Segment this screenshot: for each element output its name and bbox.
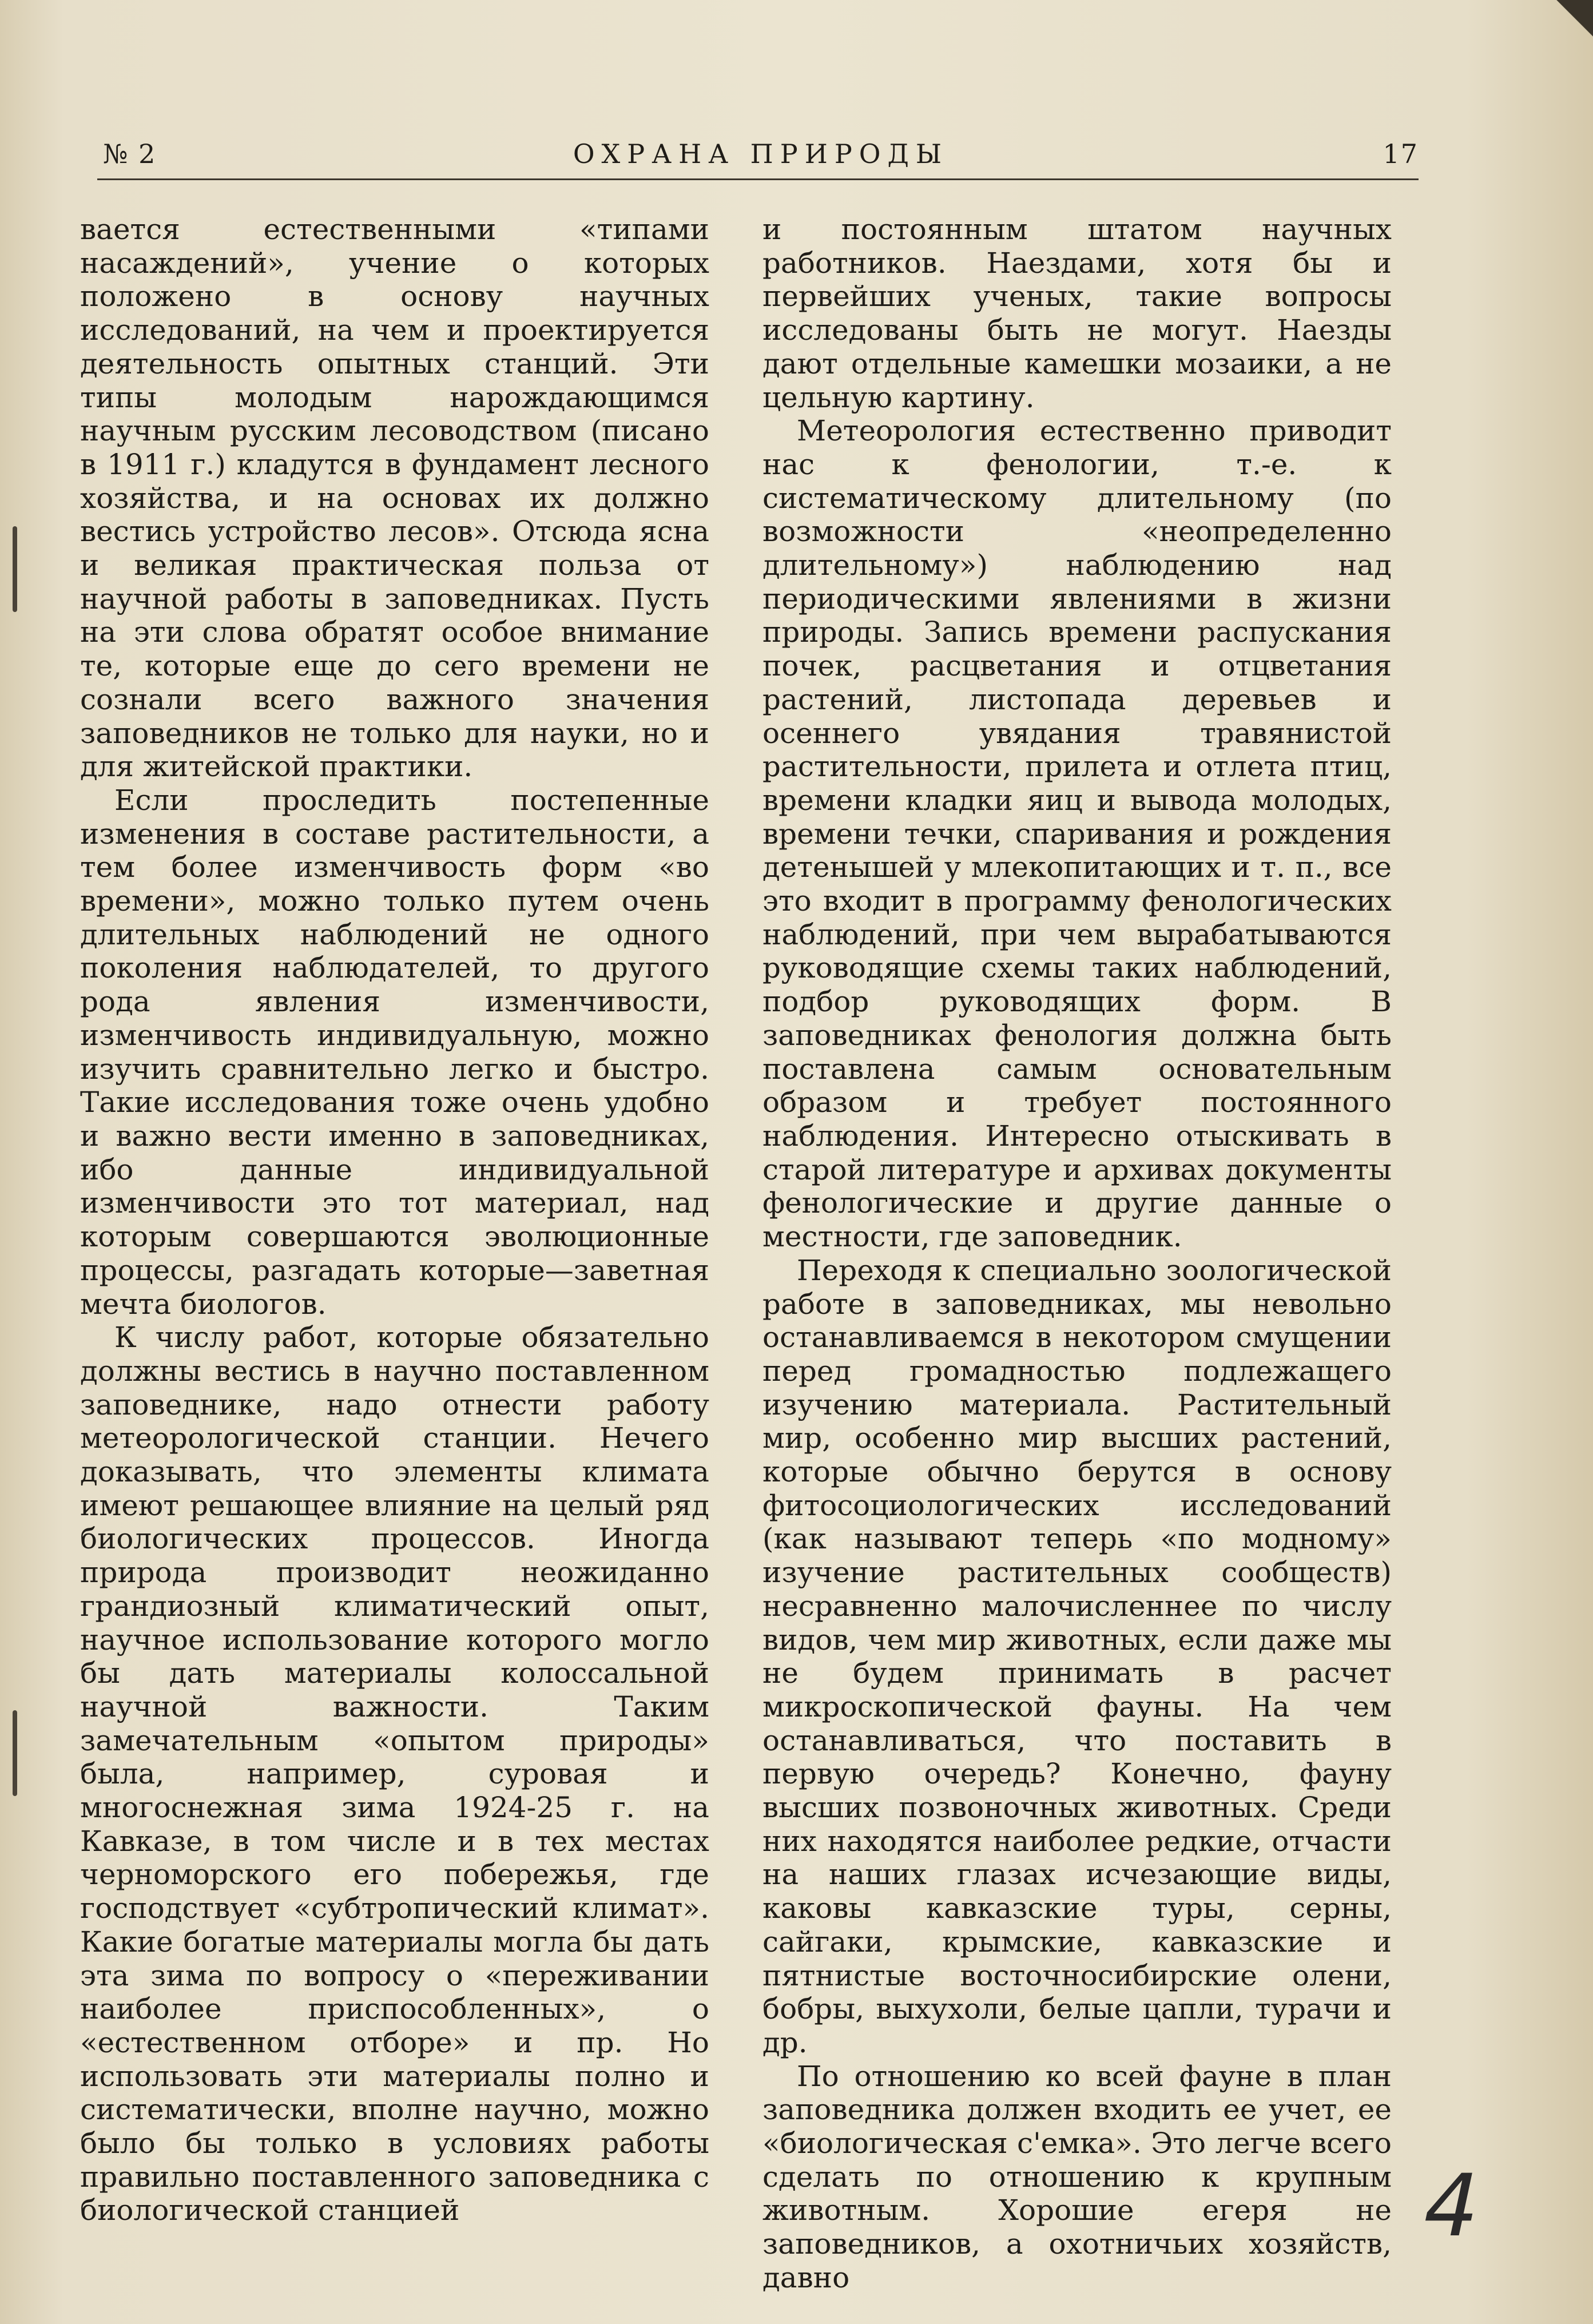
right-column — [762, 213, 1392, 2295]
paragraph: К числу работ, которые обязательно должны вестись в научно поставленном заповеднике, надо отнести работу метеорологической станции. Нечего доказывать, что элементы климата имеют решающее влияние на целый ряд биологических процессов. Иногда природа производит неожиданно грандиозный климатический опыт, научное использование которого могло бы дать материалы колоссальной научной важности. Таким замечательным «опытом природы» была, например, суровая и многоснежная зима 1924-25 г. на Кавказе, в том числе и в тех местах черноморского его побережья, где господствует «субтропический климат». Какие богатые материалы могла бы дать эта зима по вопросу о «переживании наиболее приспособленных», о «естественном отборе» и пр. Но использовать эти материалы полно и систематически, вполне научно, можно было бы только в условиях работы правильно поставленного заповедника с биологической станцией — [80, 1321, 709, 2227]
left-column — [80, 213, 709, 2227]
header-rule — [97, 178, 1419, 180]
paragraph: Если проследить постепенные изменения в составе растительности, а тем более изменчивость форм «во времени», можно только путем очень длительных наблюдений не одного поколения наблюдателей, то другого рода явления изменчивости, изменчивость индивидуальную, можно изучить сравнительно легко и быстро. Такие исследования тоже очень удобно и важно вести именно в заповедниках, ибо данные индивидуальной изменчивости это тот материал, над которым совершаются эволюционные процессы, разгадать которые—заветная мечта биологов. — [80, 783, 709, 1321]
paragraph: По отношению ко всей фауне в план заповедника должен входить ее учет, ее «биологическая с'емка». Это легче всего сделать по отношению к крупным животным. Хорошие егеря не заповедников, а охотничьих хозяйств, давно — [762, 2059, 1392, 2294]
issue-number: № 2 — [103, 138, 157, 169]
scan-corner-shadow — [1553, 0, 1593, 40]
paragraph: вается естественными «типами насаждений», учение о которых положено в основу научных исследований, на чем и проектируется деятельность опытных станций. Эти типы молодым нарождающимся научным русским лесоводством (писано в 1911 г.) кладутся в фундамент лесного хозяйства, и на основах их должно вестись устройство лесов». Отсюда ясна и великая практическая польза от научной работы в заповедниках. Пусть на эти слова обратят особое внимание те, которые еще до сего времени не сознали всего важного значения заповедников не только для науки, но и для житейской практики. — [80, 213, 709, 784]
page-number: 17 — [1383, 138, 1419, 169]
journal-title: ОХРАНА ПРИРОДЫ — [573, 138, 949, 169]
binding-staple-bottom — [13, 1710, 17, 1796]
paragraph: и постоянным штатом научных работников. Наездами, хотя бы и первейших ученых, такие вопросы исследованы быть не могут. Наезды дают отдельные камешки мозаики, а не цельную картину. — [762, 213, 1392, 414]
running-header — [103, 133, 1419, 178]
paragraph: Переходя к специально зоологической работе в заповедниках, мы невольно останавливаемся в некотором смущении перед громадностью подлежащего изучению материала. Растительный мир, особенно мир высших растений, которые обычно берутся в основу фитосоциологических исследований (как называют теперь «по модному» изучение растительных сообществ) несравненно малочисленнее по числу видов, чем мир животных, если даже мы не будем принимать в расчет микроскопической фауны. На чем останавливаться, что поставить в первую очередь? Конечно, фауну высших позвоночных животных. Среди них находятся наиболее редкие, отчасти на наших глазах исчезающие виды, каковы кавказские туры, серны, сайгаки, крымские, кавказские и пятнистые восточносибирские олени, бобры, выхухоли, белые цапли, турачи и др. — [762, 1253, 1392, 2059]
handwritten-sheet-number: 4 — [1413, 2156, 1489, 2256]
paragraph: Метеорология естественно приводит нас к фенологии, т.-е. к систематическому длительному (по возможности «неопределенно длительному») наблюдению над периодическими явлениями в жизни природы. Запись времени распускания почек, расцветания и отцветания растений, листопада деревьев и осеннего увядания травянистой растительности, прилета и отлета птиц, времени кладки яиц и вывода молодых, времени течки, спаривания и рождения детенышей у млекопитающих и т. п., все это входит в программу фенологических наблюдений, при чем вырабатываются руководящие схемы таких наблюдений, подбор руководящих форм. В заповедниках фенология должна быть поставлена самым основательным образом и требует постоянного наблюдения. Интересно отыскивать в старой литературе и архивах документы фенологические и другие данные о местности, где заповедник. — [762, 414, 1392, 1254]
binding-staple-top — [13, 526, 17, 612]
